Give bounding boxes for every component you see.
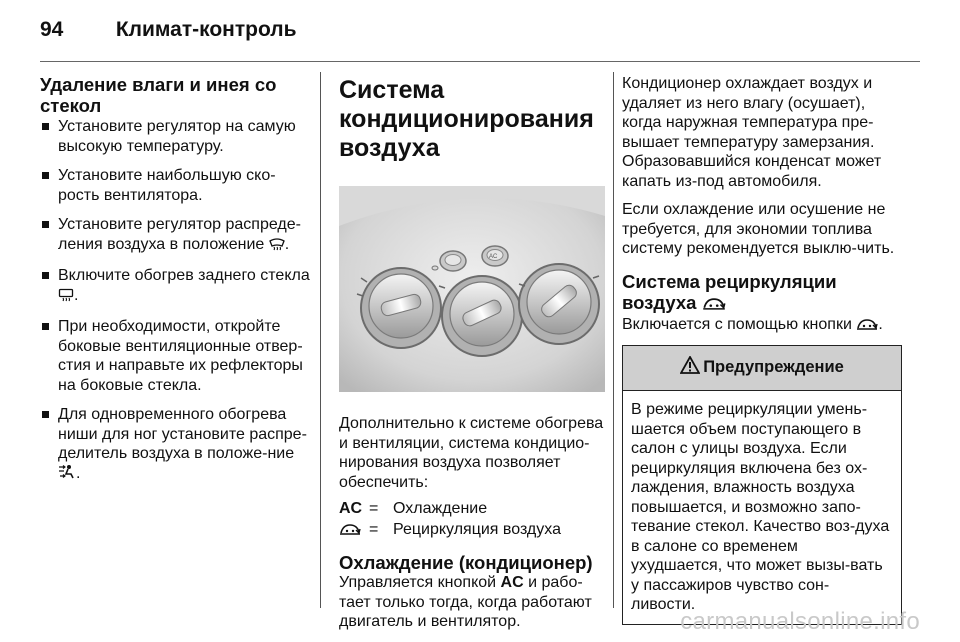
list-item: Установите наибольшую ско-рость вентилятора. (40, 166, 312, 205)
watermark: carmanualsonline.info (680, 608, 920, 635)
list-item: Включите обогрев заднего стекла . (40, 266, 312, 307)
defog-steps-list (40, 117, 312, 485)
definition-row: AC = Охлаждение (339, 499, 605, 520)
section-heading-defog: Удаление влаги и инея со стекол (40, 74, 277, 116)
ac-intro-text: Дополнительно к системе обогрева и вентиляции, система кондицио-нирования воздуха позволяет обеспечить: (339, 415, 604, 491)
recirculation-text: Включается с помощью кнопки . (622, 315, 902, 337)
list-item: При необходимости, откройте боковые вентиляционные отвер-стия и направьте их рефлекторы на боковые стекла. (40, 317, 312, 395)
definition-value: Рециркуляция воздуха (393, 521, 561, 538)
warning-box (622, 345, 902, 625)
header-rule (40, 61, 920, 62)
ac-description-text: Кондиционер охлаждает воздух и удаляет из него влагу (осушает), когда наружная температура пре-вышает температуру замерзания. Образовавшийся конденсат может капать из-под автомобиля. (622, 75, 882, 190)
column-left (40, 74, 312, 495)
footwell-windscreen-icon (58, 464, 76, 486)
rear-window-heat-icon (58, 288, 74, 308)
column-divider-1 (320, 72, 321, 608)
recirculation-icon (702, 294, 726, 315)
column-divider-2 (613, 72, 614, 608)
warning-title: Предупреждение (703, 358, 844, 377)
list-item: Установите регулятор на самую высокую температуру. (40, 117, 312, 156)
chapter-title: Климат-контроль (115, 18, 297, 41)
definition-row: = Рециркуляция воздуха (339, 520, 605, 541)
recirculation-icon (856, 317, 878, 337)
page-header (40, 18, 297, 42)
ac-economy-text: Если охлаждение или осушение не требуется, для экономии топлива систему рекомендуется выклю-чить. (622, 201, 895, 257)
warning-header (623, 346, 901, 391)
climate-control-panel-photo (339, 186, 605, 392)
column-middle (339, 74, 605, 641)
list-item: Установите регулятор распреде-ления воздуха в положение . (40, 215, 312, 256)
svg-text:AC: AC (489, 254, 498, 260)
warning-triangle-icon (680, 356, 700, 380)
ac-key: AC (339, 500, 363, 517)
ac-definitions (339, 499, 605, 541)
column-right (622, 74, 902, 625)
cooling-text: Управляется кнопкой AC и рабо-тает только тогда, когда работают двигатель и вентилятор. (339, 574, 592, 630)
subheading-cooling: Охлаждение (кондиционер) (339, 552, 593, 573)
warning-text: В режиме рециркуляции умень-шается объем поступающего в салон с улицы воздуха. Если рециркуляция включена без ох-лаждения, влажность воздуха повышается, и возможно запо-тевание стекол. Качество воз-духа в салоне со временем ухудшается, что может вызы-вать у пассажиров чувство сон-ливости. (631, 401, 890, 613)
definition-value: Охлаждение (393, 500, 488, 517)
page-number: 94 (40, 18, 64, 41)
list-item: Для одновременного обогрева ниши для ног установите распре-делитель воздуха в положе-ние . (40, 405, 312, 485)
recirculation-icon (339, 522, 361, 542)
windscreen-defrost-icon (269, 237, 285, 257)
section-heading-ac-system: Система кондиционирования воздуха (339, 76, 594, 162)
subheading-recirculation: Система рециркуляции воздуха (622, 270, 837, 313)
